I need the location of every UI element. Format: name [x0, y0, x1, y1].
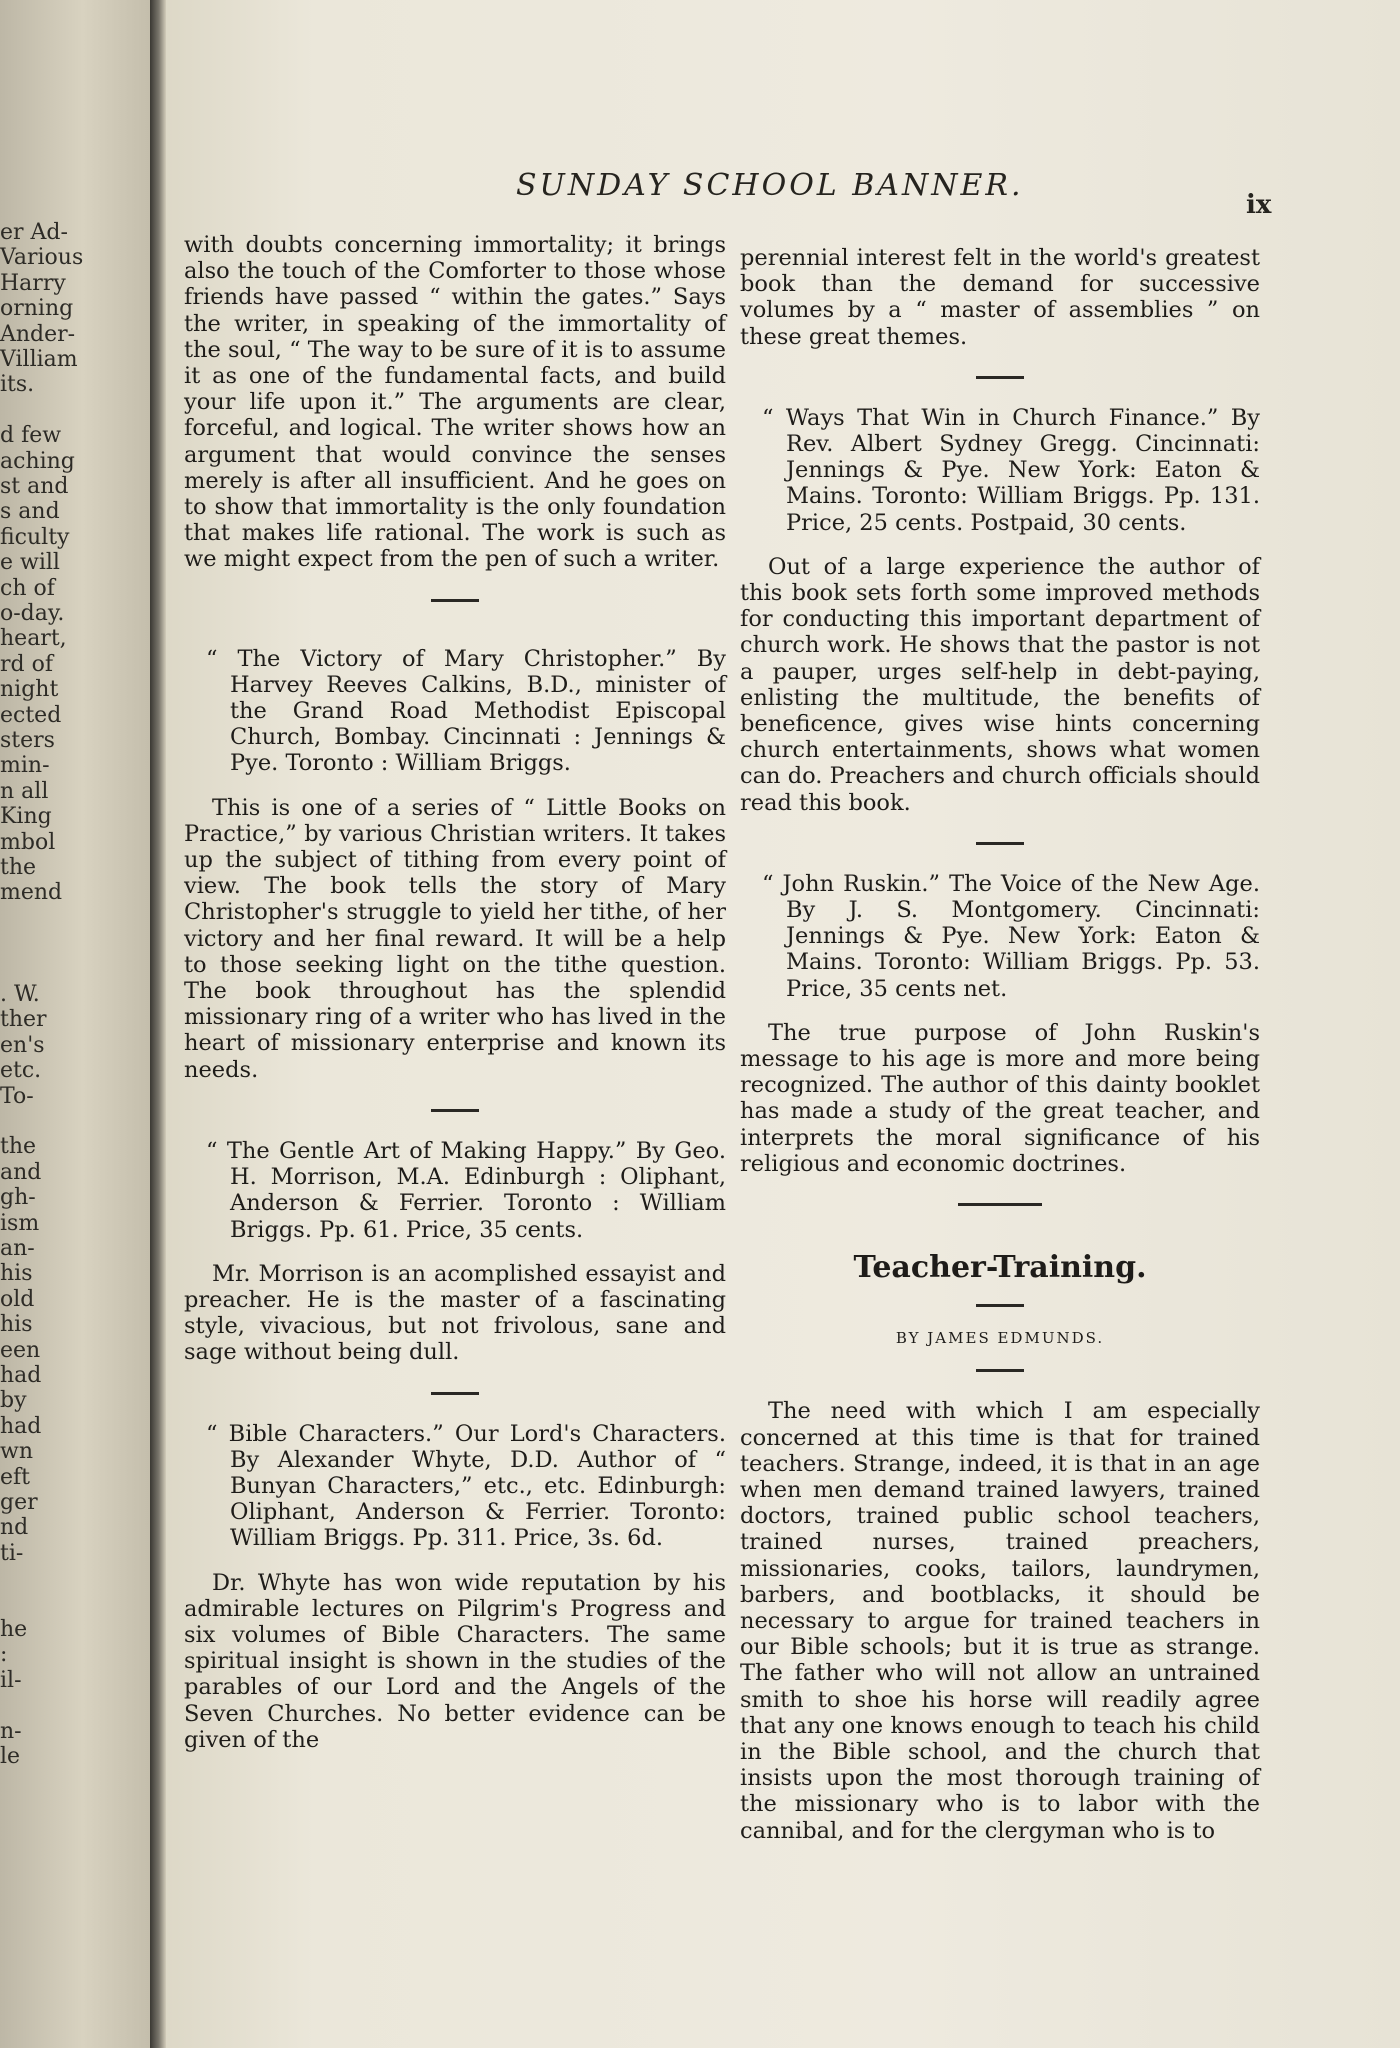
facing-page-fragment: min- — [0, 753, 50, 779]
facing-page-fragment: rd of — [0, 651, 53, 677]
facing-page-fragment: nd — [0, 1515, 29, 1541]
facing-page-fragment: its. — [0, 372, 35, 398]
facing-page-fragment: ther — [0, 1007, 47, 1033]
article-paragraph: The need with which I am especially concerned at this time is that for trained teachers. Strange, indeed, it is that in an age when men demand trained lawyers, trained doctors, trained public school teachers, trained nurses, trained preachers, missionaries, cooks, tailors, laundrymen, barbers, and bootblacks, it should be necessary to argue for trained teachers in our Bible schools; but it is true as strange. The father who will not allow an untrained smith to shoe his horse will readily agree that any one knows enough to teach his child in the Bible school, and the church that insists upon the most thorough training of the missionary who is to labor with the cannibal, and for the clergyman who is to — [740, 1398, 1260, 1844]
facing-page-fragment: he — [0, 1617, 28, 1642]
facing-page-fragment: aching — [0, 448, 75, 474]
facing-page-edge — [0, 0, 150, 2048]
page-number: ix — [1246, 190, 1272, 220]
review-paragraph: The true purpose of John Ruskin's message to his age is more and more being recognized. The author of this dainty booklet has made a study of the great teacher, and interprets the moral significance of his religious and economic doctrines. — [740, 1019, 1260, 1177]
book-gutter — [150, 0, 166, 2048]
facing-page-fragment: ger — [0, 1490, 38, 1515]
facing-page-fragment: mend — [0, 880, 63, 906]
facing-page-fragment: er Ad- — [0, 220, 68, 245]
running-header-title: SUNDAY SCHOOL BANNER. — [516, 168, 1024, 203]
article-byline: BY JAMES EDMUNDS. — [895, 1329, 1105, 1348]
facing-page-fragment: n all — [0, 778, 49, 804]
facing-page-fragment: gh- — [0, 1185, 36, 1211]
facing-page-fragment: ti- — [0, 1540, 24, 1566]
review-paragraph: Mr. Morrison is an acomplished essayist and preacher. He is the master of a fascinating style, vivacious, but not frivolous, sane and sage without being dull. — [184, 1260, 726, 1366]
facing-page-fragment: Various — [0, 245, 84, 271]
facing-page-fragment: : — [0, 1642, 8, 1668]
continuation-paragraph: perennial interest felt in the world's greatest book than the demand for successive volumes by a “ master of assemblies ” on these great themes. — [740, 245, 1260, 350]
facing-page-fragment: wn — [0, 1439, 33, 1465]
intro-paragraph: with doubts concerning immortality; it brings also the touch of the Comforter to those whose friends have passed “ within the gates.” Says the writer, in speaking of the immortality of the soul, “ The way to be sure of it is to assume it as one of the fundamental facts, and build your life upon it.” The arguments are clear, forceful, and logical. The writer shows how an argument that would convince the senses merely is after all insufficient. And he goes on to show that immortality is the only foundation that makes life rational. The work is such as we might expect from the pen of such a writer. — [184, 232, 726, 573]
facing-page-fragment: st and — [0, 474, 69, 499]
facing-page-fragment: en's — [0, 1032, 45, 1058]
facing-page-fragment: ficulty — [0, 524, 70, 550]
facing-page-fragment: Ander- — [0, 321, 76, 347]
facing-page-fragment: orning — [0, 296, 74, 322]
facing-page-fragment: etc. — [0, 1058, 42, 1084]
facing-page-fragment: had — [0, 1363, 42, 1388]
facing-page-fragment: mbol — [0, 829, 56, 855]
facing-page-fragment: his — [0, 1312, 33, 1338]
article-title: Teacher-Training. — [853, 1250, 1147, 1286]
facing-page-fragment: sters — [0, 728, 55, 753]
facing-page-fragment: by — [0, 1388, 27, 1414]
facing-page-fragment: an- — [0, 1236, 35, 1261]
facing-page-fragment: d few — [0, 423, 62, 449]
magazine-page — [166, 0, 1400, 2048]
review-reference: “ Bible Characters.” Our Lord's Characters. By Alexander Whyte, D.D. Author of “ Bunyan Characters,” etc., etc. Edinburgh: Oliphant, Anderson & Ferrier. Toronto: William Briggs. Pp. 311. Price, 3s. 6d. — [206, 1420, 726, 1552]
facing-page-fragment: the — [0, 855, 37, 880]
facing-page-fragment: ch of — [0, 575, 55, 601]
review-paragraph: Out of a large experience the author of this book sets forth some improved methods for conducting this important department of church work. He shows that the pastor is not a pauper, urges self-help in debt-paying, enlisting the multitude, the benefits of beneficence, gives wise hints concerning church entertainments, shows what women can do. Preachers and church officials should read this book. — [740, 553, 1260, 816]
facing-page-fragment: le — [0, 1744, 21, 1769]
review-reference: “ John Ruskin.” The Voice of the New Age. By J. S. Montgomery. Cincinnati: Jennings & Pye. New York: Eaton & Mains. Toronto: William Briggs. Pp. 53. Price, 35 cents net. — [762, 870, 1260, 1002]
review-reference: “ The Gentle Art of Making Happy.” By Geo. H. Morrison, M.A. Edinburgh : Oliphant, Anderson & Ferrier. Toronto : William Briggs. Pp. 61. Price, 35 cents. — [206, 1137, 726, 1243]
facing-page-fragment: To- — [0, 1083, 34, 1109]
facing-page-fragment: een — [0, 1337, 41, 1363]
facing-page-fragment: e will — [0, 550, 60, 576]
review-paragraph: Dr. Whyte has won wide reputation by his admirable lectures on Pilgrim's Progress and six volumes of Bible Characters. The same spiritual insight is shown in the studies of the parables of our Lord and the Angels of the Seven Churches. No better evidence can be given of the — [184, 1569, 726, 1753]
facing-page-fragment: Harry — [0, 270, 66, 296]
review-reference: “ The Victory of Mary Christopher.” By Harvey Reeves Calkins, B.D., minister of the Grand Road Methodist Episcopal Church, Bombay. Cincinnati : Jennings & Pye. Toronto : William Briggs. — [206, 645, 726, 777]
facing-page-fragment: night — [0, 677, 59, 703]
facing-page-fragment: s and — [0, 499, 60, 525]
facing-page-fragment: had — [0, 1413, 42, 1439]
right-column — [740, 245, 1260, 1844]
facing-page-fragment: ected — [0, 702, 62, 728]
left-column — [184, 232, 726, 1753]
facing-page-fragment: heart, — [0, 626, 67, 652]
facing-page-fragment: ism — [0, 1210, 40, 1236]
facing-page-fragment: the — [0, 1134, 37, 1160]
review-paragraph: This is one of a series of “ Little Books on Practice,” by various Christian writers. It takes up the subject of tithing from every point of view. The book tells the story of Mary Christopher's struggle to yield her tithe, of her victory and her final reward. It will be a help to those seeking light on the tithe question. The book throughout has the splendid missionary ring of a writer who has lived in the heart of missionary enterprise and known its needs. — [184, 794, 726, 1083]
facing-page-fragment: and — [0, 1159, 42, 1185]
facing-page-fragment: Villiam — [0, 347, 78, 372]
facing-page-fragment: King — [0, 804, 52, 830]
facing-page-fragment: his — [0, 1261, 33, 1287]
review-reference: “ Ways That Win in Church Finance.” By Rev. Albert Sydney Gregg. Cincinnati: Jennings & Pye. New York: Eaton & Mains. Toronto: William Briggs. Pp. 131. Price, 25 cents. Postpaid, 30 cents. — [762, 404, 1260, 536]
facing-page-fragment: eft — [0, 1464, 31, 1490]
facing-page-fragment: . W. — [0, 982, 40, 1007]
facing-page-fragment: il- — [0, 1667, 22, 1693]
facing-page-fragment: old — [0, 1286, 35, 1312]
facing-page-fragment: n- — [0, 1718, 22, 1744]
facing-page-fragment: o-day. — [0, 601, 65, 626]
